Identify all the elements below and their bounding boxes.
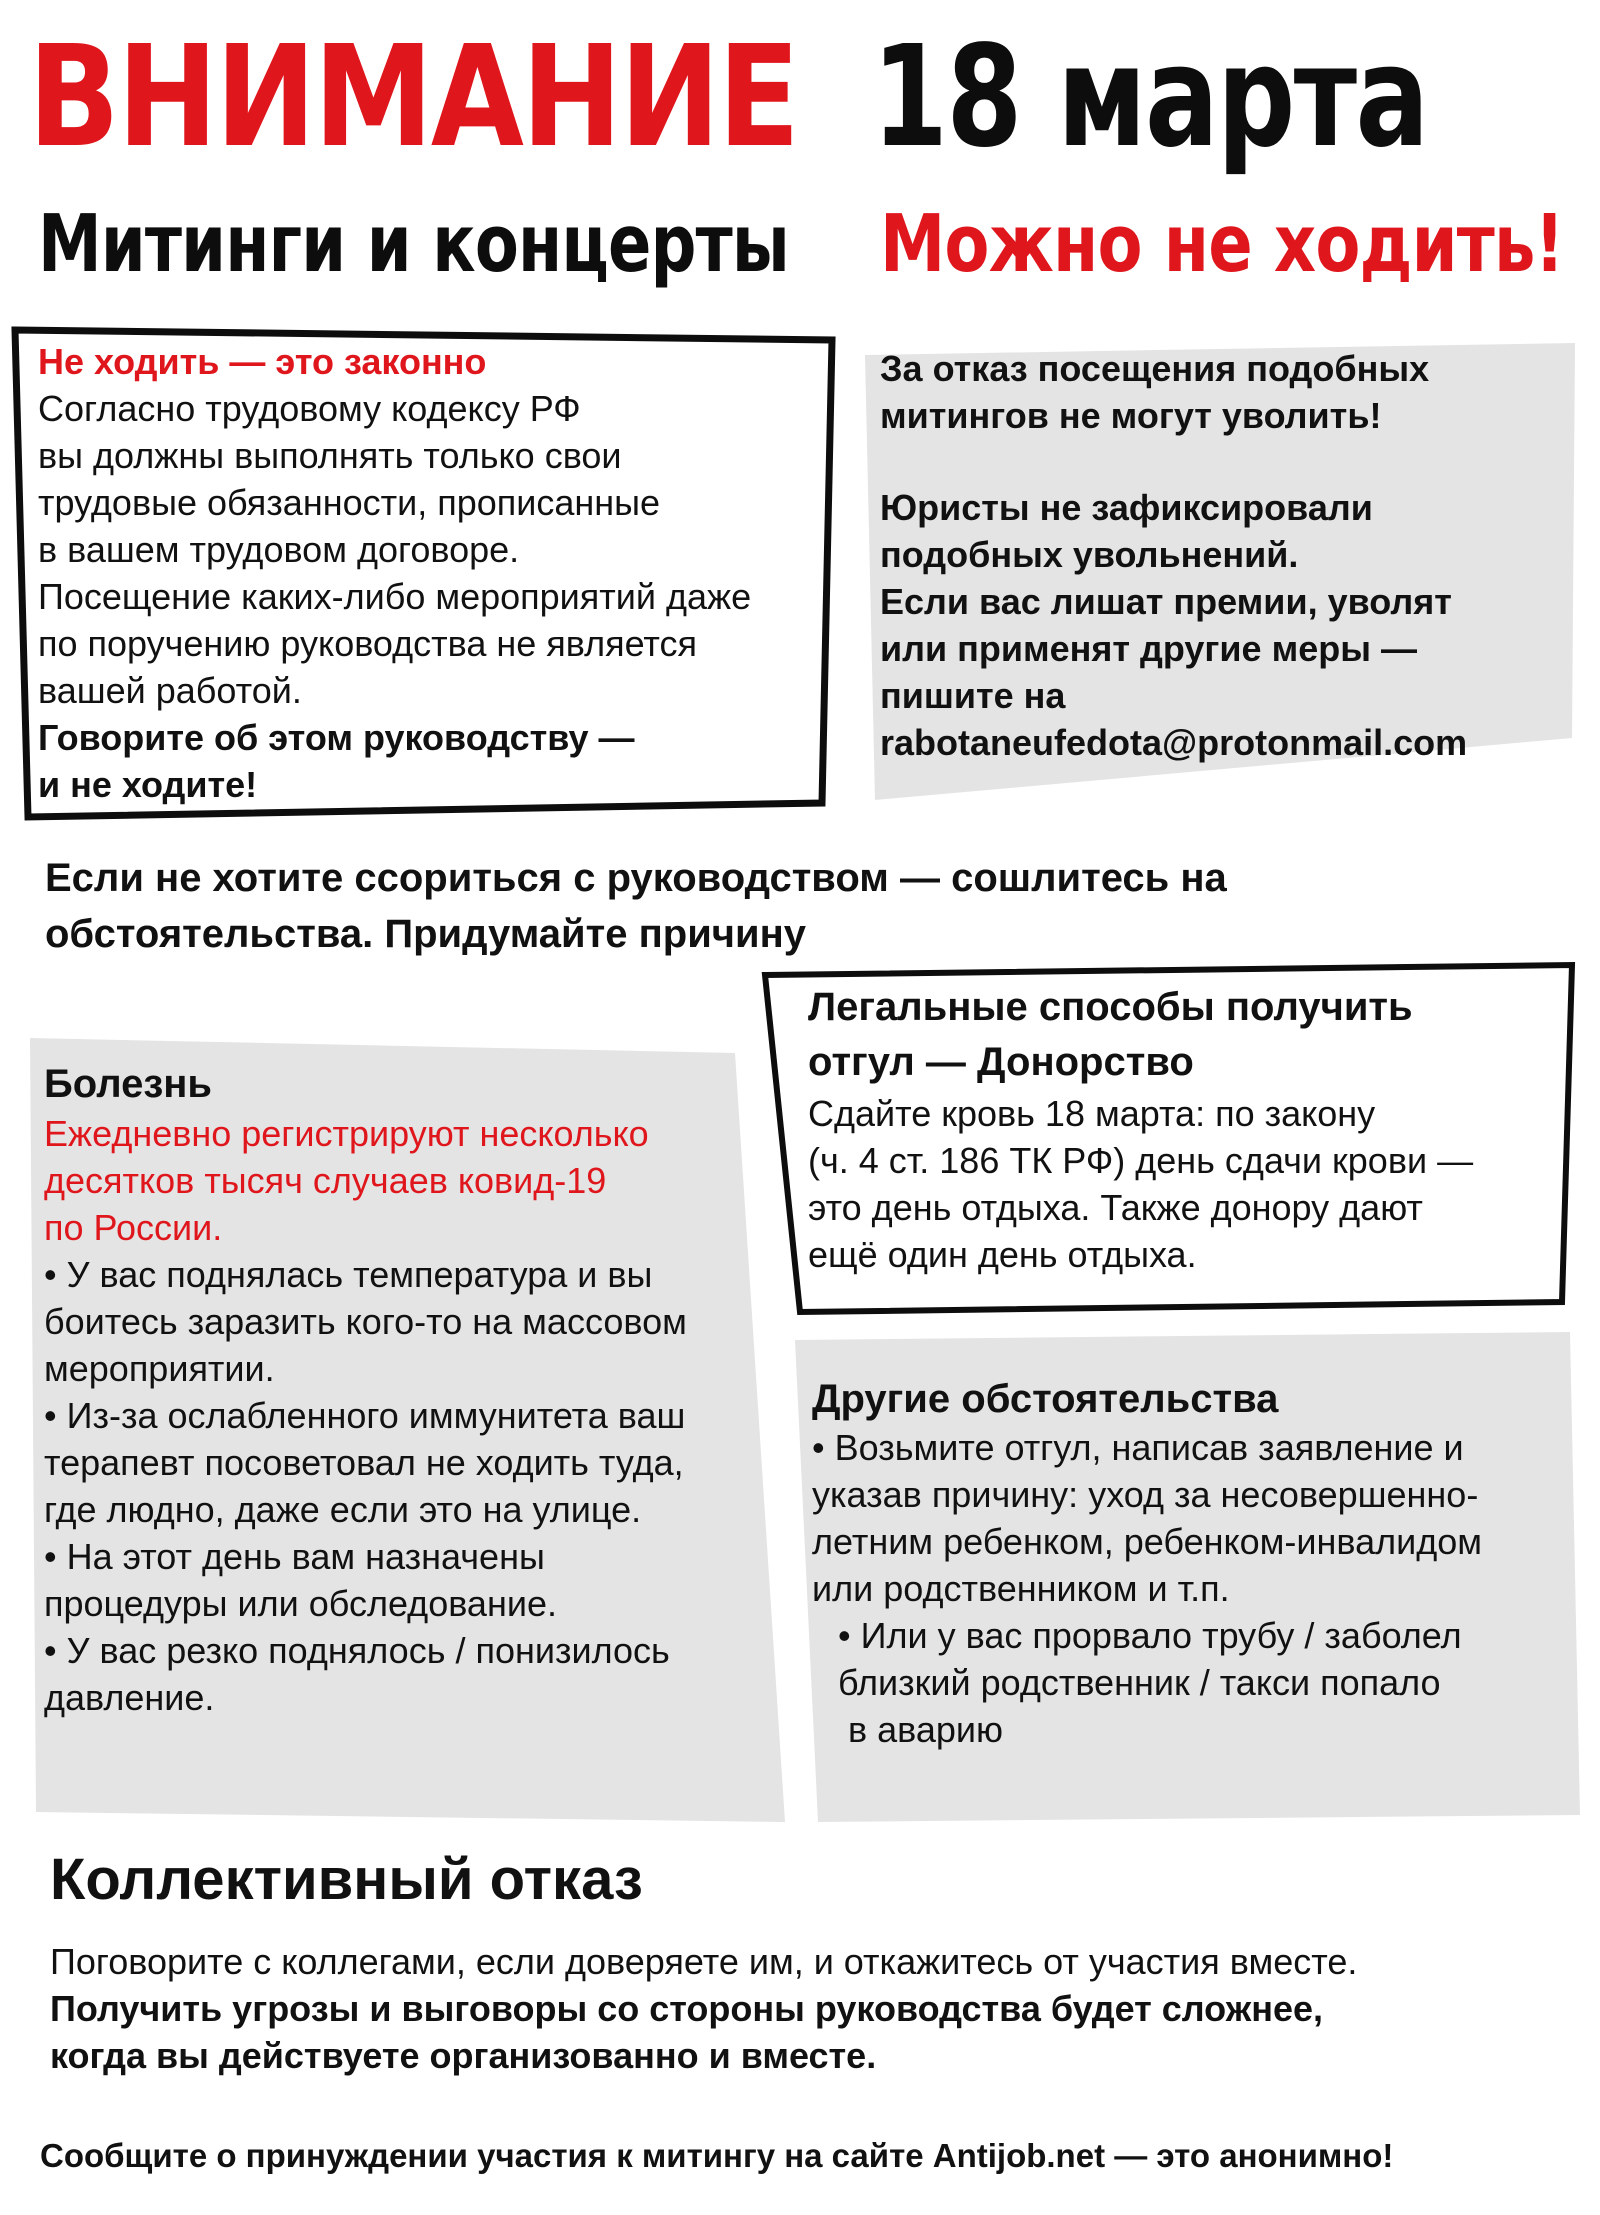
lawyers-line: Если вас лишат премии, уволят [880,581,1452,622]
dismissal-line: митингов не могут уволить! [880,395,1382,436]
lawyers-line: подобных увольнений. [880,534,1299,575]
dismissal-line: За отказ посещения подобных [880,348,1430,389]
donor-box [808,980,1548,1278]
lawyers-line: Юристы не зафиксировали [880,487,1373,528]
donor-title: Легальные способы получить [808,985,1413,1029]
excuse-intro [45,850,1227,962]
date-heading: 18 марта [872,16,1428,179]
legal-box-line: вашей работой. [38,670,302,711]
donor-line: это день отдыха. Также донору дают [808,1187,1423,1228]
illness-box [44,1058,744,1721]
covid-line: по России. [44,1207,223,1248]
other-bullet: в аварию [848,1709,1004,1750]
legal-box-line: Посещение каких-либо мероприятий даже [38,576,752,617]
other-bullet: или родственником и т.п. [812,1568,1230,1609]
slogan-heading: Можно не ходить! [880,198,1564,290]
other-bullet: • Возьмите отгул, написав заявление и [812,1427,1464,1468]
donor-line: (ч. 4 ст. 186 ТК РФ) день сдачи крови — [808,1140,1474,1181]
illness-bullet: мероприятии. [44,1348,275,1389]
covid-line: Ежедневно регистрируют несколько [44,1113,649,1154]
footer-note: Сообщите о принуждении участия к митингу на сайте Antijob.net — это анонимно! [40,2137,1394,2174]
illness-bullet: где людно, даже если это на улице. [44,1489,642,1530]
legal-box-line: Согласно трудовому кодексу РФ [38,388,581,429]
illness-bullet: • На этот день вам назначены [44,1536,545,1577]
collective-title: Коллективный отказ [50,1847,643,1912]
contact-email: rabotaneufedota@protonmail.com [880,722,1468,763]
other-bullet: указав причину: уход за несовершенно- [812,1474,1479,1515]
collective-bold: когда вы действуете организованно и вместе. [50,2035,877,2076]
lawyers-line: или применят другие меры — [880,628,1417,669]
lawyers-line: пишите на [880,675,1066,716]
legal-box-title: Не ходить — это законно [38,341,487,382]
excuse-intro-line: Если не хотите ссориться с руководством — сошлитесь на [45,856,1227,900]
illness-title: Болезнь [44,1062,212,1106]
illness-bullet: боитесь заразить кого-то на массовом [44,1301,687,1342]
other-title: Другие обстоятельства [812,1377,1279,1421]
legal-box-line: в вашем трудовом договоре. [38,529,520,570]
other-bullet: близкий родственник / такси попало [838,1662,1441,1703]
other-bullet: летним ребенком, ребенком-инвалидом [812,1521,1483,1562]
collective-intro: Поговорите с коллегами, если доверяете им, и откажитесь от участия вместе. [50,1941,1358,1982]
legal-box [38,338,818,808]
legal-box-line: вы должны выполнять только свои [38,435,622,476]
legal-box-line: по поручению руководства не является [38,623,698,664]
collective-bold: Получить угрозы и выговоры со стороны руководства будет сложнее, [50,1988,1324,2029]
other-bullet: • Или у вас прорвало трубу / заболел [838,1615,1462,1656]
illness-bullet: процедуры или обследование. [44,1583,557,1624]
attention-heading: ВНИМАНИЕ [28,16,798,179]
dismissal-box [880,345,1560,766]
donor-title: отгул — Донорство [808,1040,1194,1084]
legal-box-callout: Говорите об этом руководству — [38,717,635,758]
excuse-intro-line: обстоятельства. Придумайте причину [45,912,806,956]
illness-bullet: • Из-за ослабленного иммунитета ваш [44,1395,686,1436]
illness-bullet: • У вас поднялась температура и вы [44,1254,653,1295]
covid-line: десятков тысяч случаев ковид-19 [44,1160,607,1201]
events-subtitle: Митинги и концерты [38,198,789,290]
illness-bullet: терапевт посоветовал не ходить туда, [44,1442,684,1483]
legal-box-line: трудовые обязанности, прописанные [38,482,661,523]
illness-bullet: давление. [44,1677,215,1718]
donor-line: Сдайте кровь 18 марта: по закону [808,1093,1376,1134]
legal-box-callout: и не ходите! [38,764,258,805]
other-box [812,1374,1572,1753]
illness-bullet: • У вас резко поднялось / понизилось [44,1630,670,1671]
collective-body [50,1938,1570,2079]
donor-line: ещё один день отдыха. [808,1234,1197,1275]
